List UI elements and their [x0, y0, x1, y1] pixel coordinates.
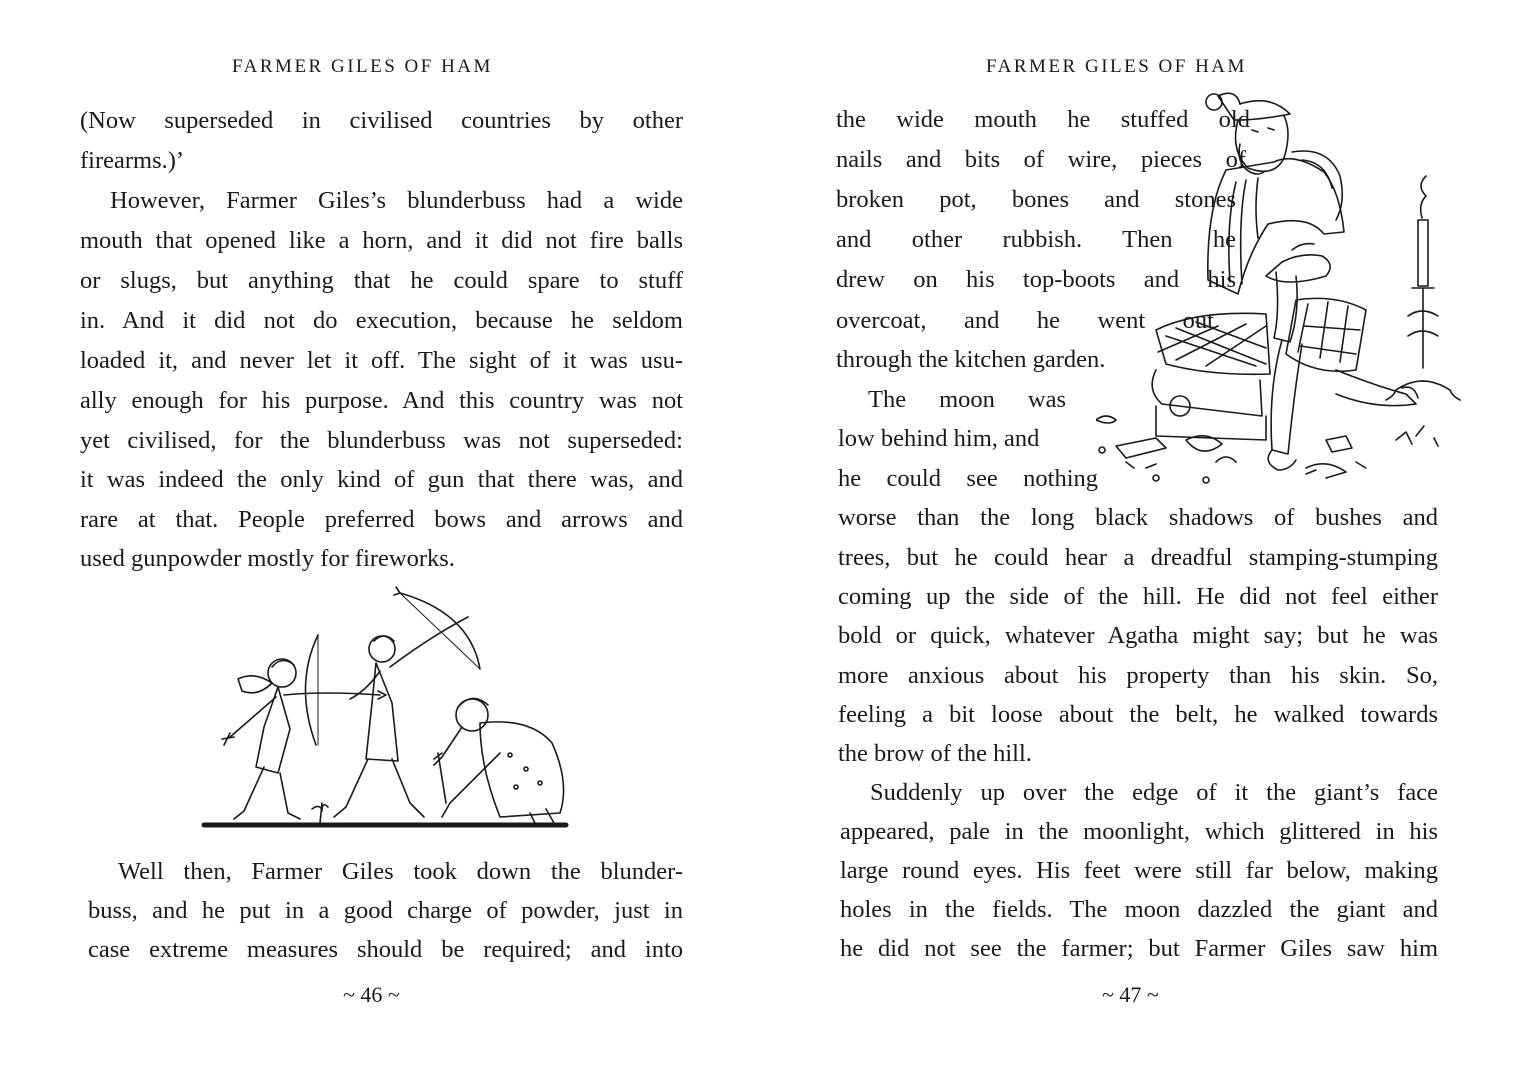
text-line: holes in the fields. The moon dazzled the giant and	[840, 896, 1438, 923]
text-line: low behind him, and	[838, 425, 1040, 452]
text-line: coming up the side of the hill. He did not feel either	[838, 583, 1438, 610]
text-line: bold or quick, whatever Agatha might say; but he was	[838, 622, 1438, 649]
text-line: yet civilised, for the blunderbuss was not superseded:	[80, 427, 683, 454]
page-number: ~ 46 ~	[343, 982, 400, 1007]
text-line: However, Farmer Giles’s blunderbuss had a wide	[110, 187, 683, 214]
text-line: loaded it, and never let it off. The sight of it was usu-	[80, 347, 683, 374]
text-line: overcoat, and he went out	[836, 307, 1214, 334]
page-number: ~ 47 ~	[1102, 982, 1159, 1007]
text-line: and other rubbish. Then he	[836, 226, 1236, 253]
text-line: nails and bits of wire, pieces of	[836, 146, 1246, 173]
text-line: The moon was	[868, 386, 1066, 413]
text-line: the brow of the hill.	[838, 740, 1032, 767]
archers-illustration-icon	[200, 583, 572, 835]
text-line: trees, but he could hear a dreadful stamping-stumping	[838, 544, 1438, 571]
text-line: worse than the long black shadows of bushes and	[838, 504, 1438, 531]
right-page	[760, 0, 1520, 1080]
text-line: Well then, Farmer Giles took down the blunder-	[118, 858, 683, 885]
text-line: it was indeed the only kind of gun that there was, and	[80, 466, 683, 493]
text-line: appeared, pale in the moonlight, which glittered in his	[840, 818, 1438, 845]
running-head: FARMER GILES OF HAM	[232, 56, 493, 77]
text-line: mouth that opened like a horn, and it did not fire balls	[80, 227, 683, 254]
text-line: he could see nothing	[838, 465, 1098, 492]
text-line: Suddenly up over the edge of it the giant’s face	[870, 779, 1438, 806]
text-line: he did not see the farmer; but Farmer Giles saw him	[840, 935, 1438, 962]
text-line: rare at that. People preferred bows and arrows and	[80, 506, 683, 533]
text-line: through the kitchen garden.	[836, 346, 1106, 373]
text-line: or slugs, but anything that he could spare to stuff	[80, 267, 683, 294]
text-line: feeling a bit loose about the belt, he walked towards	[838, 701, 1438, 728]
text-line: (Now superseded in civilised countries by other	[80, 107, 683, 134]
text-line: firearms.)’	[80, 147, 185, 174]
text-line: case extreme measures should be required; and into	[88, 936, 683, 963]
text-line: broken pot, bones and stones	[836, 186, 1236, 213]
farmer-boots-illustration-icon	[1096, 90, 1474, 490]
text-line: the wide mouth he stuffed old	[836, 106, 1250, 133]
running-head: FARMER GILES OF HAM	[986, 56, 1247, 77]
text-line: used gunpowder mostly for fireworks.	[80, 545, 455, 572]
text-line: drew on his top-boots and his	[836, 266, 1236, 293]
text-line: more anxious about his property than his skin. So,	[838, 662, 1438, 689]
text-line: in. And it did not do execution, because he seldom	[80, 307, 683, 334]
text-line: large round eyes. His feet were still far below, making	[840, 857, 1438, 884]
text-line: buss, and he put in a good charge of powder, just in	[88, 897, 683, 924]
text-line: ally enough for his purpose. And this country was not	[80, 387, 683, 414]
